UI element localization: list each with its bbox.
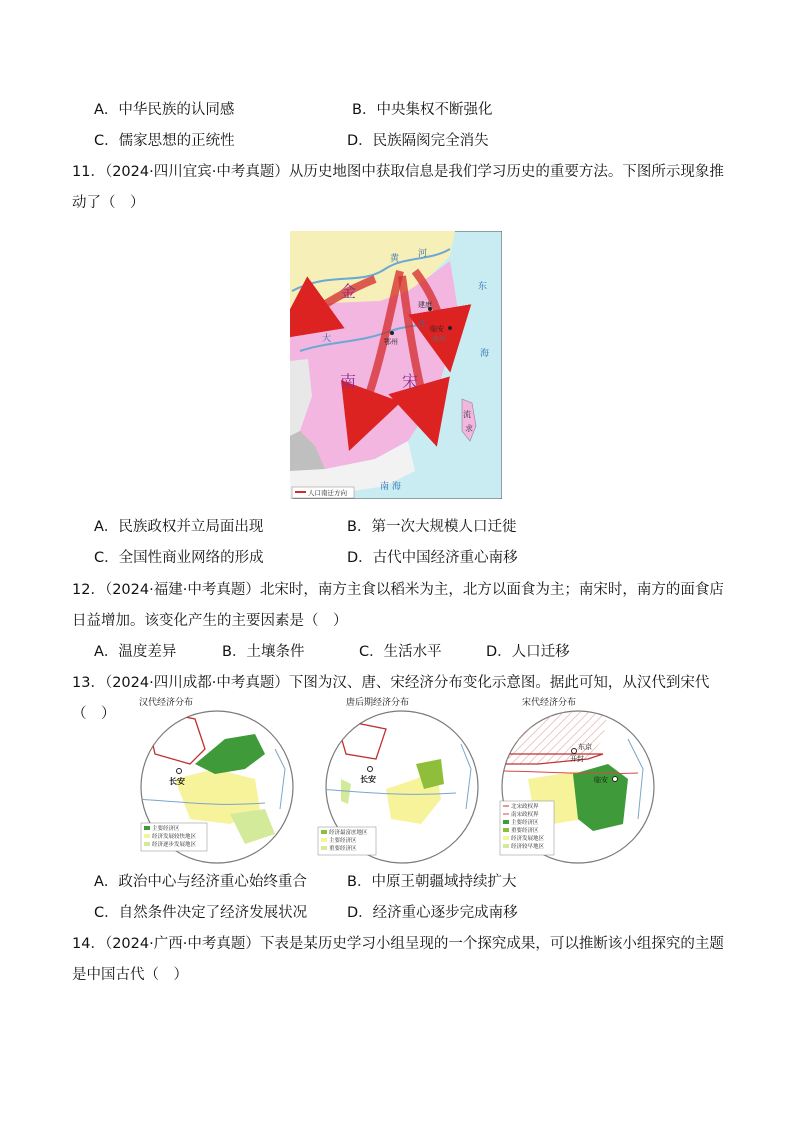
q10-option-c[interactable]: C．儒家思想的正统性 <box>94 133 235 149</box>
q12-stem: 12．（2024·福建·中考真题）北宋时，南方主食以稻米为主，北方以面食为主；南宋时，南方的面食店日益增加。该变化产生的主要因素是（ ） <box>72 582 724 629</box>
q12-option-d[interactable]: D．人口迁移 <box>486 644 570 660</box>
map-label-nanhai: 南 海 <box>380 482 401 492</box>
map-label-jiankang: 建康 <box>418 301 432 309</box>
map-label-jin: 金 <box>340 282 357 301</box>
map-label-ezhou: 鄂州 <box>384 338 398 346</box>
han-legend-2: 经济发展较快地区 <box>152 834 197 840</box>
song-map-city-dongjing: 东京 <box>578 743 592 751</box>
q12-option-a[interactable]: A．温度差异 <box>94 644 177 660</box>
song-legend-5: 经济发展地区 <box>511 836 545 842</box>
q11-stem: 11．（2024·四川宜宾·中考真题）从历史地图中获取信息是我们学习历史的重要方法。下图所示现象推动了（ ） <box>72 164 724 211</box>
map-label-hai: 海 <box>480 349 490 359</box>
q13-option-b[interactable]: B．中原王朝疆域持续扩大 <box>347 874 517 890</box>
q11-southern-song-map <box>290 231 502 499</box>
q11-option-c[interactable]: C．全国性商业网络的形成 <box>94 550 264 566</box>
tang-legend-2: 主要经济区 <box>329 838 357 844</box>
map-label-nan: 南 <box>340 372 357 391</box>
song-legend-1: 北宋政权界 <box>511 804 539 810</box>
q12-option-b[interactable]: B．土壤条件 <box>222 644 305 660</box>
tang-map-title: 唐后期经济分布 <box>346 698 410 708</box>
song-map-city-linan: 临安 <box>594 776 608 784</box>
tang-map-city: 长安 <box>360 775 376 784</box>
q14-stem: 14．（2024·广西·中考真题）下表是某历史学习小组呈现的一个探究成果，可以推断该小组探究的主题是中国古代（ ） <box>72 936 724 983</box>
map-legend-migration: 人口南迁方向 <box>308 489 347 497</box>
q12-option-c[interactable]: C．生活水平 <box>359 644 442 660</box>
tang-legend-1: 经济最富庶地区 <box>329 830 368 836</box>
song-map-city-kaifeng: 开封 <box>570 755 584 763</box>
song-legend-6: 经济较早地区 <box>511 844 545 850</box>
map-label-jiang: 江 <box>418 320 428 330</box>
map-label-song: 宋 <box>402 372 419 391</box>
han-legend-3: 经济逐步发展地区 <box>152 842 197 848</box>
q13-option-c[interactable]: C．自然条件决定了经济发展状况 <box>94 905 308 921</box>
map-label-linan: 临安 <box>430 325 444 333</box>
q11-option-b[interactable]: B．第一次大规模人口迁徙 <box>347 519 517 535</box>
q11-option-a[interactable]: A．民族政权并立局面出现 <box>94 519 264 535</box>
han-map-title: 汉代经济分布 <box>139 698 194 708</box>
song-map-title: 宋代经济分布 <box>522 698 577 708</box>
song-legend-2: 南宋政权界 <box>511 812 539 818</box>
song-legend-4: 重要经济区 <box>511 828 539 834</box>
map-label-qiu: 求 <box>465 424 473 433</box>
map-label-da: 大 <box>322 334 332 344</box>
q10-option-d[interactable]: D．民族隔阂完全消失 <box>347 133 489 149</box>
map-label-liu: 流 <box>463 410 471 419</box>
q13-stem: 13．（2024·四川成都·中考真题）下图为汉、唐、宋经济分布变化示意图。据此可知，从汉代到宋代（ ） <box>72 675 710 722</box>
q10-option-a[interactable]: A．中华民族的认同感 <box>94 102 235 118</box>
map-label-dong: 东 <box>478 282 488 292</box>
song-legend-3: 主要经济区 <box>511 820 539 826</box>
q13-option-a[interactable]: A．政治中心与经济重心始终重合 <box>94 874 307 890</box>
map-label-huang: 黄 <box>390 254 400 264</box>
q13-option-d[interactable]: D．经济重心逐步完成南移 <box>347 905 518 921</box>
q10-option-b[interactable]: B．中央集权不断强化 <box>352 102 493 118</box>
q11-option-d[interactable]: D．古代中国经济重心南移 <box>347 550 518 566</box>
han-map-city: 长安 <box>169 777 185 786</box>
map-label-he: 河 <box>418 249 428 259</box>
map-label-quanzhou: 泉州 <box>432 335 446 343</box>
tang-legend-3: 重要经济区 <box>329 846 357 852</box>
han-legend-1: 主要经济区 <box>152 826 180 832</box>
